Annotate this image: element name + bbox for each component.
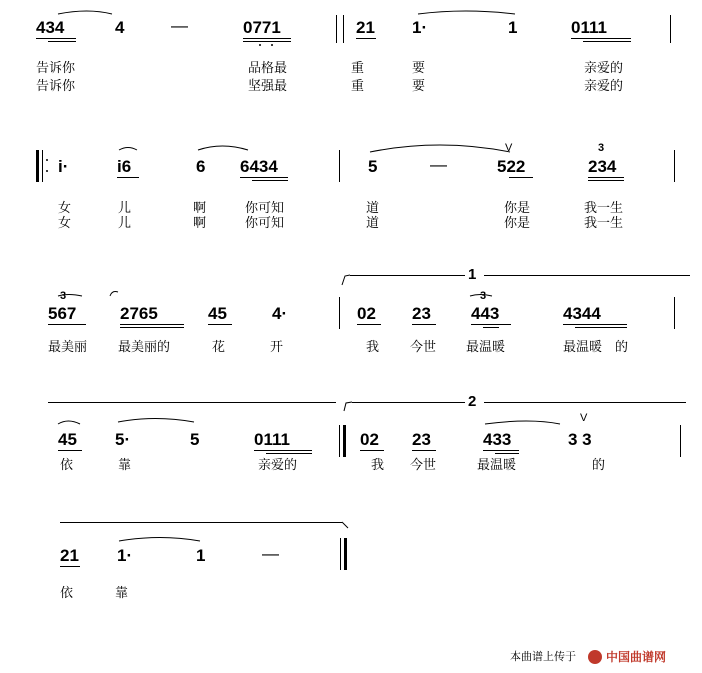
note-group: 1·: [412, 18, 428, 37]
lyric: 道: [366, 216, 380, 231]
lyric: 我: [366, 340, 380, 355]
lyric: 告诉你: [36, 79, 76, 94]
note-group: 23: [412, 430, 431, 449]
lyric: 儿: [118, 216, 132, 231]
lyric: 靠: [118, 458, 132, 473]
lyric: 亲爱的: [584, 79, 624, 94]
lyric: 最美丽: [48, 340, 88, 355]
note-group: 0111: [254, 430, 290, 449]
site-logo-icon: [588, 650, 602, 664]
lyric: 你可知: [245, 216, 285, 231]
lyric: 最温暖: [477, 458, 517, 473]
note-group: 0111: [571, 18, 607, 37]
note-group: 4·: [272, 304, 288, 323]
lyric: 告诉你: [36, 61, 76, 76]
lyric: 依: [60, 586, 74, 601]
note-group: 434: [36, 18, 65, 37]
watermark-text: 本曲谱上传于: [510, 650, 576, 663]
lyric: 你是: [504, 216, 531, 231]
note-group: 45: [58, 430, 77, 449]
note-dash: —: [262, 544, 279, 563]
lyric: 今世: [410, 458, 437, 473]
note-group: 02: [360, 430, 379, 449]
note-group: 5: [368, 157, 378, 176]
lyric: 坚强最: [248, 79, 288, 94]
note-dash: —: [430, 155, 447, 174]
volta-number: 2: [468, 393, 477, 410]
lyric: 儿: [118, 201, 132, 216]
lyric: 靠: [115, 586, 129, 601]
lyric: 我: [371, 458, 385, 473]
lyric: 最温暖: [563, 340, 603, 355]
note-group: 5·: [115, 430, 131, 449]
note-group: 1·: [117, 546, 133, 565]
lyric: 的: [615, 340, 629, 355]
lyric: 重: [351, 79, 365, 94]
note-group: 1: [508, 18, 518, 37]
note-group: i·: [58, 157, 69, 176]
lyric: 品格最: [248, 61, 288, 76]
note-group: 45: [208, 304, 227, 323]
note-group: 23: [412, 304, 431, 323]
lyric: 今世: [410, 340, 437, 355]
note-dash: —: [171, 16, 188, 35]
lyric: 的: [592, 458, 606, 473]
note-group: 522: [497, 157, 526, 176]
note-group: 0771: [243, 18, 281, 37]
note-group: 3 3: [568, 430, 592, 449]
lyric: 依: [60, 458, 74, 473]
lyric: 你可知: [245, 201, 285, 216]
lyric: 啊: [193, 201, 207, 216]
lyric: 我一生: [584, 216, 624, 231]
lyric: 要: [412, 79, 426, 94]
note-group: 21: [356, 18, 375, 37]
lyric: 女: [58, 216, 72, 231]
note-group: 4: [115, 18, 125, 37]
site-name: 中国曲谱网: [606, 650, 667, 664]
lyric: 道: [366, 201, 380, 216]
note-group: 6: [196, 157, 206, 176]
note-group: 02: [357, 304, 376, 323]
lyric: 最美丽的: [118, 340, 171, 355]
lyric: 你是: [504, 201, 531, 216]
lyric: 亲爱的: [584, 61, 624, 76]
note-group: 1: [196, 546, 206, 565]
note-group: 5: [190, 430, 200, 449]
note-group: 4344: [563, 304, 601, 323]
note-group: 21: [60, 546, 79, 565]
lyric: 花: [212, 340, 226, 355]
note-group: 567: [48, 304, 77, 323]
note-group: 2765: [120, 304, 158, 323]
lyric: 重: [351, 61, 365, 76]
note-group: 234: [588, 157, 617, 176]
note-group: 443: [471, 304, 500, 323]
note-group: 433: [483, 430, 512, 449]
lyric: 我一生: [584, 201, 624, 216]
volta-number: 1: [468, 266, 477, 283]
note-group: i6: [117, 157, 132, 176]
lyric: 啊: [193, 216, 207, 231]
note-group: 6434: [240, 157, 278, 176]
lyric: 开: [270, 340, 284, 355]
lyric: 最温暖: [466, 340, 506, 355]
lyric: 女: [58, 201, 72, 216]
lyric: 要: [412, 61, 426, 76]
lyric: 亲爱的: [258, 458, 298, 473]
